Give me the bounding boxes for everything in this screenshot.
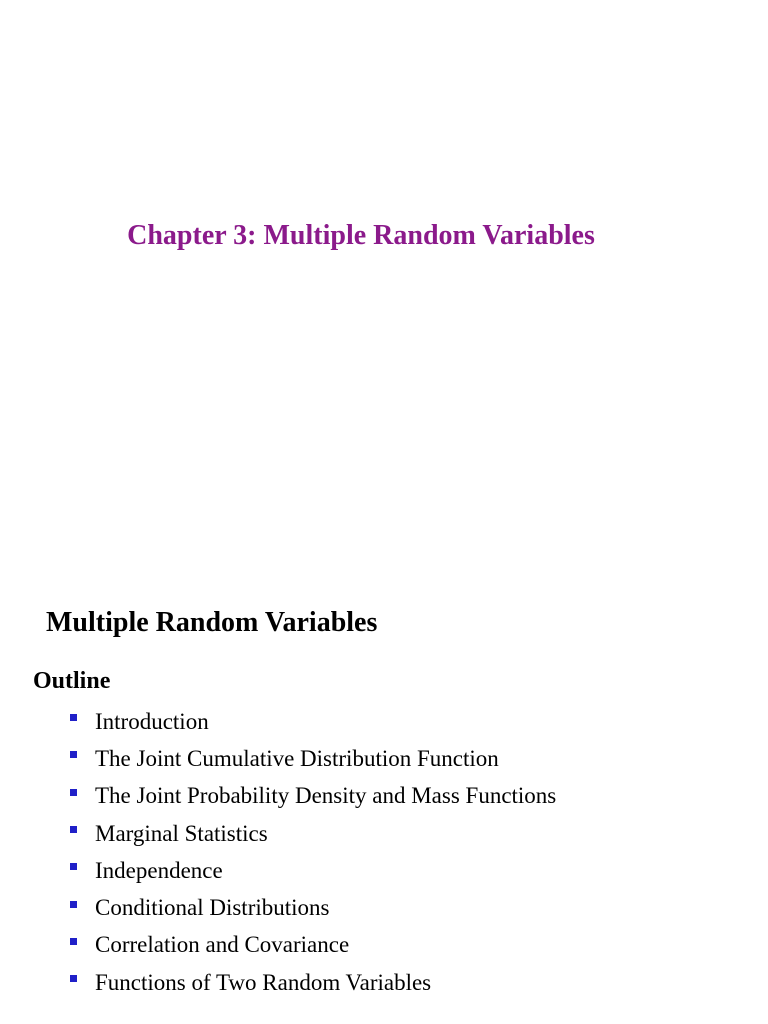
- outline-item-joint-cdf: [70, 740, 556, 777]
- square-bullet-icon: [70, 863, 77, 870]
- outline-item-label: Functions of Two Random Variables: [95, 969, 432, 995]
- outline-item-conditional-distributions: [70, 889, 556, 926]
- outline-item-label: Introduction: [95, 708, 209, 734]
- outline-item-independence: [70, 852, 556, 889]
- outline-item-marginal-statistics: [70, 815, 556, 852]
- outline-list: [70, 703, 556, 1001]
- outline-item-label: Marginal Statistics: [95, 820, 268, 846]
- outline-heading: Outline: [33, 668, 111, 694]
- square-bullet-icon: [70, 901, 77, 908]
- outline-item-functions-two-rvs: [70, 964, 556, 1001]
- outline-item-label: Conditional Distributions: [95, 895, 330, 921]
- outline-item-label: The Joint Cumulative Distribution Function: [95, 745, 499, 771]
- section-heading: Multiple Random Variables: [46, 607, 378, 638]
- outline-item-label: The Joint Probability Density and Mass Functions: [95, 783, 557, 809]
- square-bullet-icon: [70, 789, 77, 796]
- square-bullet-icon: [70, 975, 77, 982]
- outline-item-label: Correlation and Covariance: [95, 932, 350, 958]
- outline-item-joint-pdf-pmf: [70, 778, 556, 815]
- square-bullet-icon: [70, 826, 77, 833]
- outline-item-correlation-covariance: [70, 927, 556, 964]
- chapter-title: Chapter 3: Multiple Random Variables: [127, 220, 595, 251]
- square-bullet-icon: [70, 714, 77, 721]
- outline-item-label: Independence: [95, 857, 223, 883]
- square-bullet-icon: [70, 751, 77, 758]
- square-bullet-icon: [70, 938, 77, 945]
- outline-item-introduction: [70, 703, 556, 740]
